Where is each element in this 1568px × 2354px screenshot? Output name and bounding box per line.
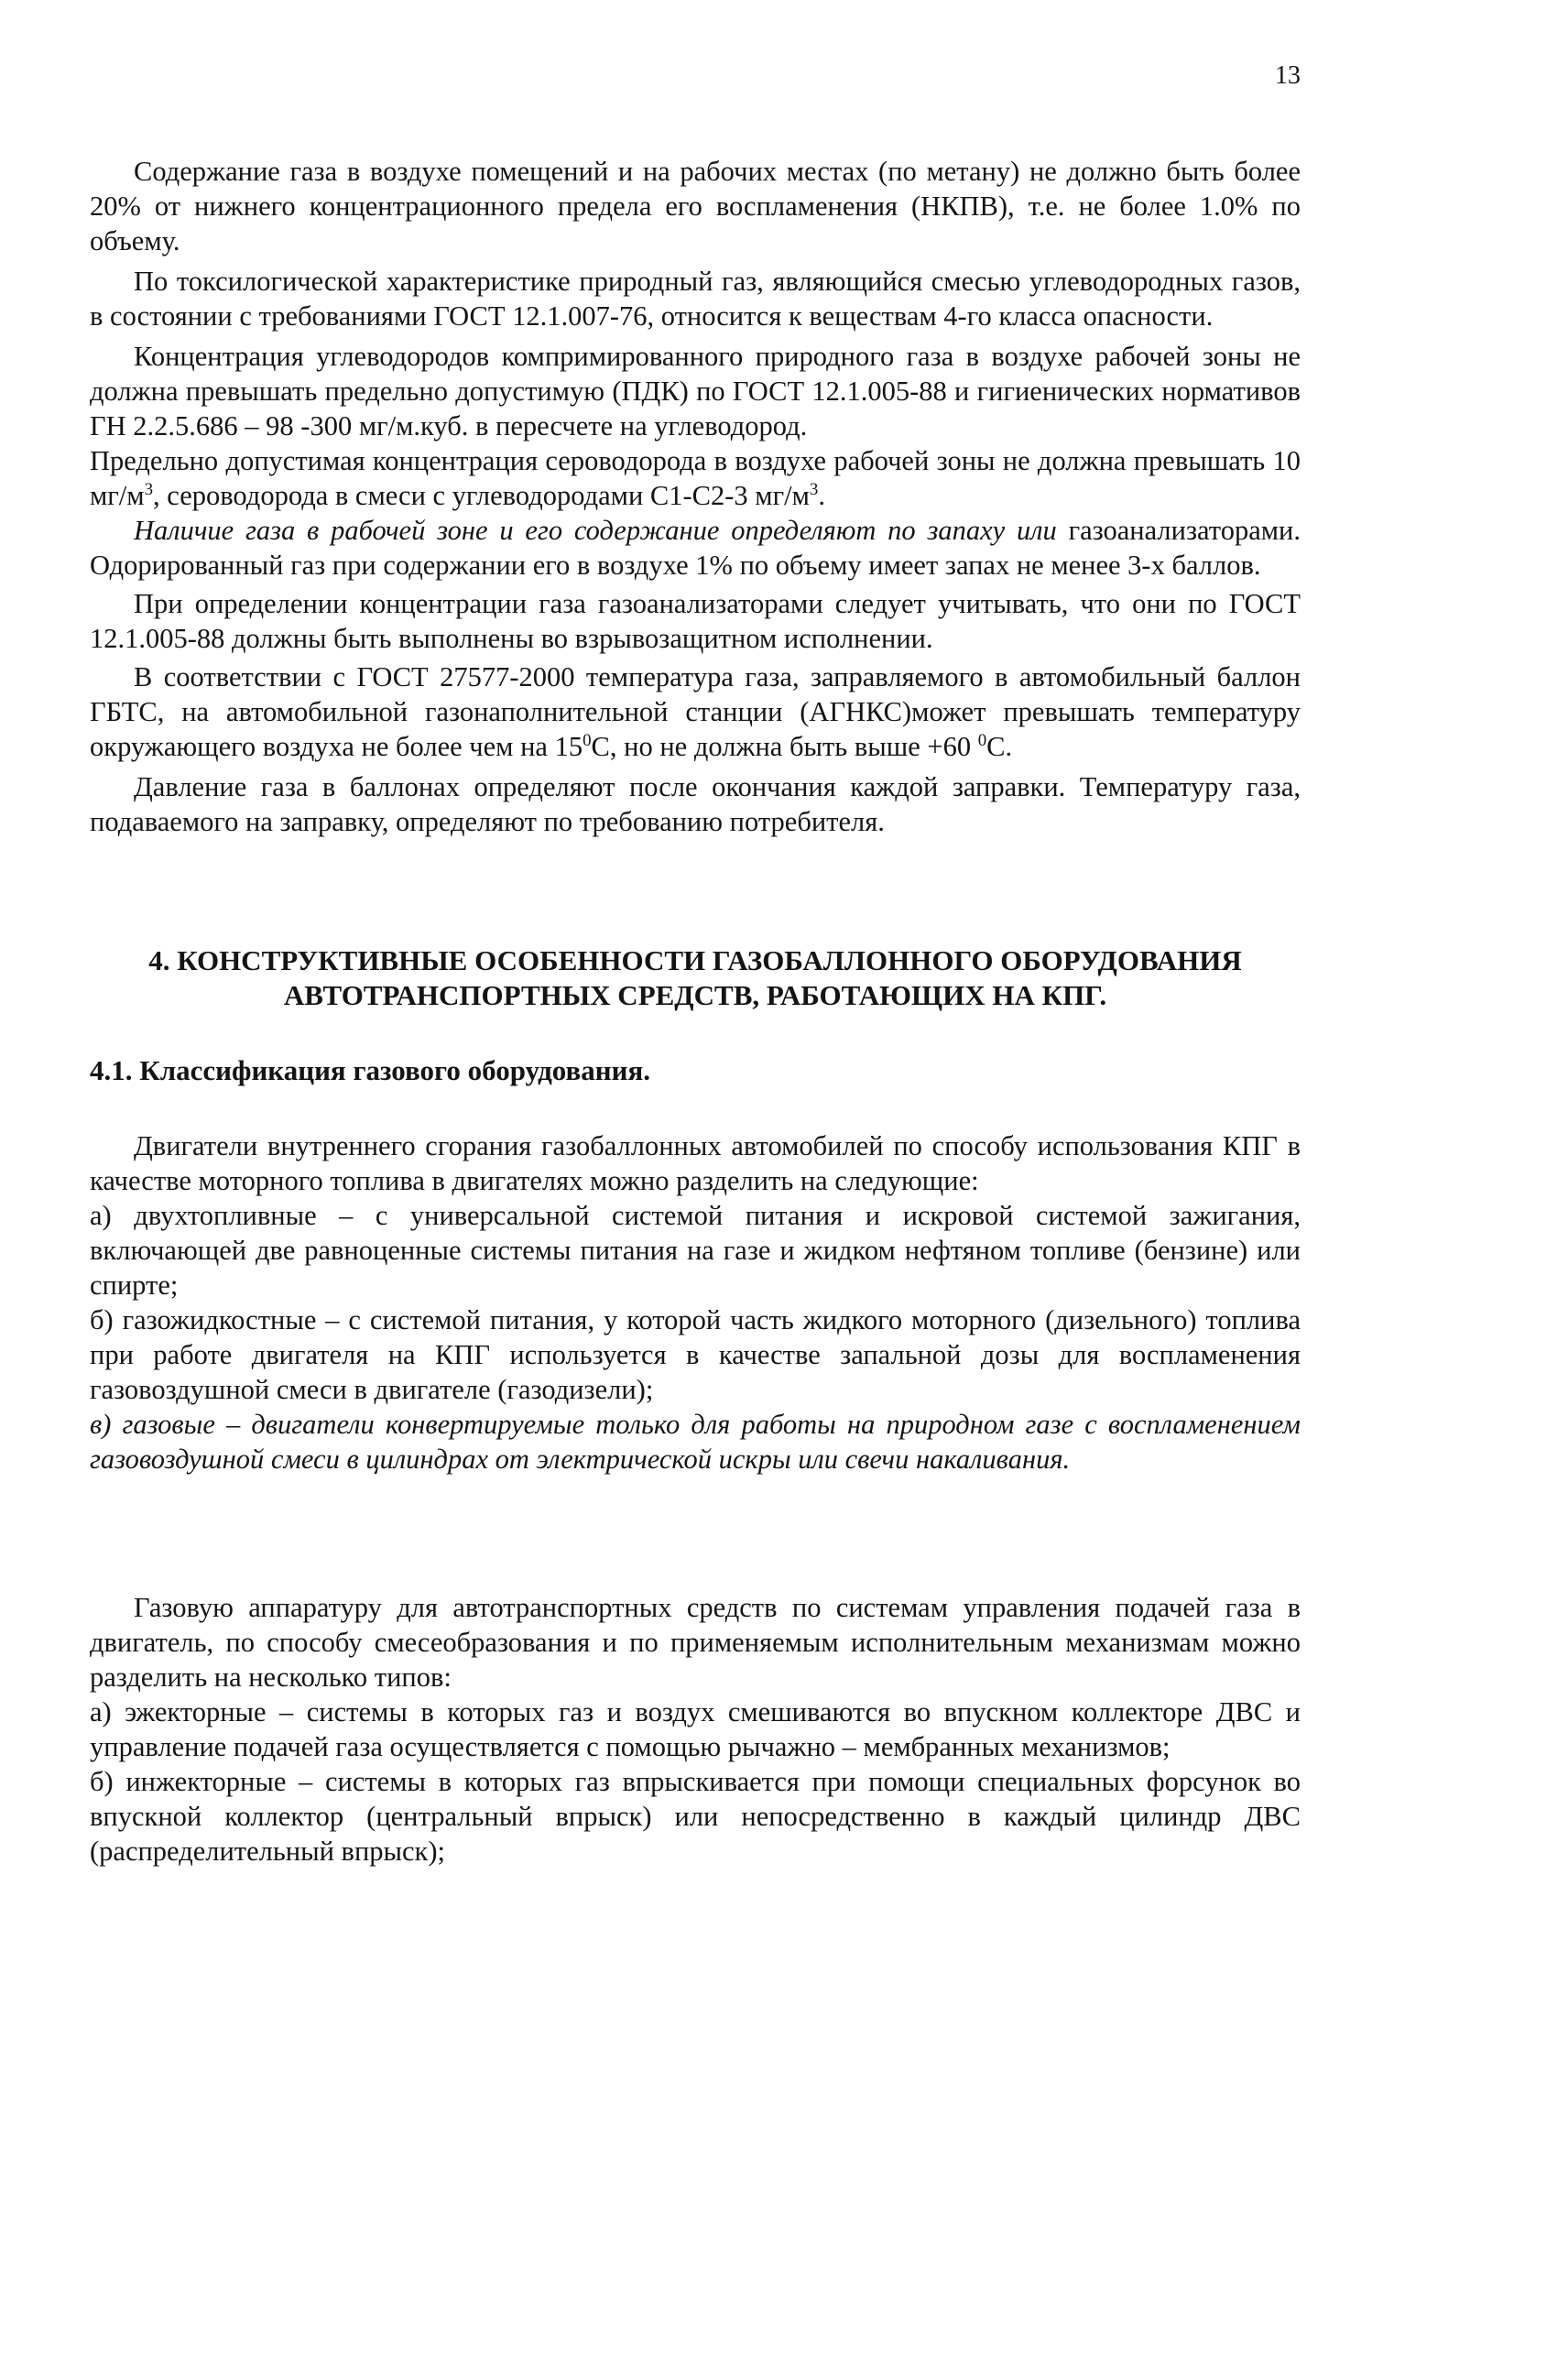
paragraphs-equipment-types [90, 1590, 1301, 1869]
section-heading-line-2: АВТОТРАНСПОРТНЫХ СРЕДСТВ, РАБОТАЮЩИХ НА КПГ. [283, 979, 1107, 1011]
list-item-injector: б) инжекторные – системы в которых газ впрыскивается при помощи специальных форсунок во впускной коллектор (центральный впрыск) или непосредственно в каждый цилиндр ДВС (распределительный впрыск); [90, 1766, 1301, 1867]
temperature-text-b: С, но не должна быть выше +60 [591, 731, 978, 762]
paragraph-hydrogen-sulfide [90, 443, 1301, 513]
section-heading [90, 943, 1301, 1013]
h2s-sup-2: 3 [809, 479, 819, 499]
paragraph-equipment-intro: Газовую аппаратуру для автотранспортных средств по системам управления подачей газа в двигатель, по способу смесеобразования и по применяемым исполнительным механизмам можно разделить на несколько типов: [90, 1592, 1301, 1693]
h2s-sup-1: 3 [144, 479, 154, 499]
list-item-dual-fuel: а) двухтопливные – с универсальной системой питания и искровой системой зажигания, включающей две равноценные системы питания на газе и жидком нефтяном топливе (бензине) или спирте; [90, 1200, 1301, 1301]
paragraph-gas-content: Содержание газа в воздухе помещений и на рабочих местах (по метану) не должно быть более 20% от нижнего концентрационного предела его воспламенения (НКПВ), т.е. не более 1.0% по объему. [90, 156, 1301, 256]
h2s-text-a: Предельно допустимая концентрация сероводорода в воздухе рабочей зоны не должна превышать 10 мг/м [90, 445, 1301, 511]
h2s-text-b: , сероводорода в смеси с углеводородами С1-С2-3 мг/м [153, 480, 810, 511]
page-number: 13 [1275, 61, 1301, 90]
paragraphs-section-intro [90, 154, 1301, 839]
paragraph-gas-detection [90, 513, 1301, 583]
paragraph-engine-intro: Двигатели внутреннего сгорания газобаллонных автомобилей по способу использования КПГ в качестве моторного топлива в двигателях можно разделить на следующие: [90, 1130, 1301, 1196]
paragraph-gas-temperature [90, 659, 1301, 764]
temperature-text-a: В соответствии с ГОСТ 27577-2000 температура газа, заправляемого в автомобильный баллон ГБТС, на автомобильной газонаполнительной станции (АГНКС)может превышать температуру окружающего воздуха не более чем на 15 [90, 661, 1301, 762]
list-item-gas-engines: в) газовые – двигатели конвертируемые только для работы на природном газе с воспламенением газовоздушной смеси в цилиндрах от электрической искры или свечи накаливания. [90, 1409, 1301, 1475]
paragraph-gas-analyzers: При определении концентрации газа газоанализаторами следует учитывать, что они по ГОСТ 12.1.005-88 должны быть выполнены во взрывозащитном исполнении. [90, 588, 1301, 654]
temperature-text-c: С. [986, 731, 1013, 762]
section-heading-line-1: 4. КОНСТРУКТИВНЫЕ ОСОБЕННОСТИ ГАЗОБАЛЛОННОГО ОБОРУДОВАНИЯ [148, 944, 1242, 976]
temperature-sup-1: 0 [583, 730, 592, 750]
paragraphs-engine-types [90, 1128, 1301, 1477]
temperature-sup-2: 0 [977, 730, 987, 750]
gas-detection-italic: Наличие газа в рабочей зоне и его содержание определяют по запаху или [134, 515, 1057, 546]
subsection-heading: 4.1. Классификация газового оборудования. [90, 1054, 650, 1086]
paragraph-concentration-limit: Концентрация углеводородов компримированного природного газа в воздухе рабочей зоны не должна превышать предельно допустимую (ПДК) по ГОСТ 12.1.005-88 и гигиенических нормативов ГН 2.2.5.686 – 98 -300 мг/м.куб. в пересчете на углеводород. [90, 341, 1301, 441]
h2s-text-c: . [818, 480, 825, 511]
paragraph-cylinder-pressure: Давление газа в баллонах определяют после окончания каждой заправки. Температуру газа, подаваемого на заправку, определяют по требованию потребителя. [90, 771, 1301, 837]
list-item-gas-liquid: б) газожидкостные – с системой питания, у которой часть жидкого моторного (дизельного) топлива при работе двигателя на КПГ используется в качестве запальной дозы для воспламенения газовоздушной смеси в двигателе (газодизели); [90, 1304, 1301, 1405]
paragraph-toxicology: По токсилогической характеристике природный газ, являющийся смесью углеводородных газов, в состоянии с требованиями ГОСТ 12.1.007-76, относится к веществам 4-го класса опасности. [90, 266, 1301, 332]
list-item-ejector: а) эжекторные – системы в которых газ и воздух смешиваются во впускном коллекторе ДВС и управление подачей газа осуществляется с помощью рычажно – мембранных механизмов; [90, 1696, 1301, 1762]
gas-detection-rest: газоанализаторами. Одорированный газ при содержании его в воздухе 1% по объему имеет запах не менее 3-х баллов. [90, 515, 1301, 581]
